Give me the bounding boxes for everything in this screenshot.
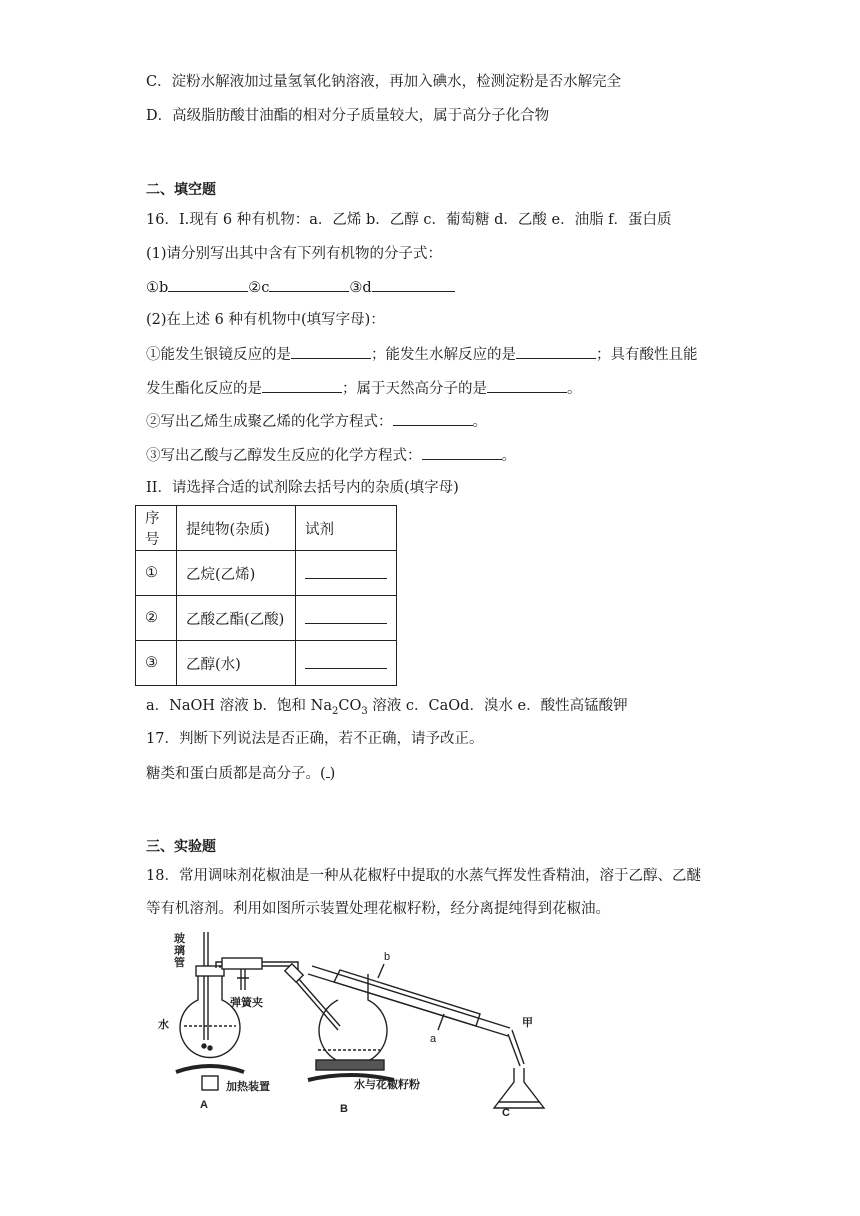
q18-line2: 等有机溶剂。利用如图所示装置处理花椒籽粉，经分离提纯得到花椒油。	[146, 901, 610, 917]
answer-blank[interactable]	[422, 445, 502, 460]
q16-part1-prompt: (1)请分别写出其中含有下列有机物的分子式：	[146, 246, 443, 262]
label-port-b: b	[384, 951, 391, 963]
table-cell-no: ①	[136, 551, 177, 596]
q16-part2-text: ②写出乙烯生成聚乙烯的化学方程式：	[146, 414, 393, 430]
formula-subscript: 3	[361, 705, 368, 717]
q16-item-d: ③d	[349, 280, 372, 296]
options-text: 溶液 c．CaOd．溴水 e．酸性高锰酸钾	[367, 698, 628, 714]
answer-blank[interactable]	[372, 277, 455, 292]
q16-part2-prompt: (2)在上述 6 种有机物中(填写字母)：	[146, 312, 385, 328]
q16-part2-text: 。	[567, 381, 582, 397]
section-heading-experiment: 三、实验题	[146, 839, 216, 855]
q16-period: 。	[501, 448, 516, 464]
q16-intro: 16．I.现有 6 种有机物：a．乙烯 b．乙醇 c．葡萄糖 d．乙酸 e．油脂 f．蛋白质	[146, 212, 672, 228]
q16-item-b: ①b	[146, 280, 169, 296]
table-cell-reagent	[296, 596, 397, 641]
distillation-apparatus-figure	[158, 930, 548, 1120]
label-port-a: a	[430, 1033, 437, 1045]
label-mixture: 水与花椒籽粉	[354, 1079, 420, 1091]
table-row	[136, 551, 397, 596]
table-cell-reagent	[296, 641, 397, 686]
q17-close-paren: )	[329, 766, 336, 782]
q16-part2-line1	[146, 344, 698, 365]
q16-part2-text: ；属于天然高分子的是	[342, 381, 487, 397]
label-water: 水	[158, 1019, 169, 1031]
q16-part2-text: ；能发生水解反应的是	[371, 347, 516, 363]
table-cell-substance: 乙酸乙酯(乙酸)	[177, 596, 296, 641]
answer-blank[interactable]	[262, 378, 342, 393]
table-cell-substance: 乙烷(乙烯)	[177, 551, 296, 596]
q16-part-ii-prompt: II．请选择合适的试剂除去括号内的杂质(填字母)	[146, 480, 459, 496]
q17-prompt: 17．判断下列说法是否正确，若不正确，请予改正。	[146, 731, 484, 747]
q17-statement	[146, 763, 335, 784]
formula-subscript: 2	[331, 705, 339, 717]
table-header: 试剂	[296, 506, 397, 551]
label-jia: 甲	[522, 1017, 533, 1029]
q17-statement-text: 糖类和蛋白质都是高分子。(	[146, 766, 326, 782]
table-cell-no: ②	[136, 596, 177, 641]
answer-blank[interactable]	[269, 277, 349, 292]
q16-item-c: ②c	[248, 280, 270, 296]
table-header: 提纯物(杂质)	[177, 506, 296, 551]
label-glass-tube: 玻	[174, 933, 185, 945]
spring-clamp	[237, 969, 249, 990]
q16-part2-text: ①能发生银镜反应的是	[146, 347, 291, 363]
q16-reagent-options	[146, 696, 628, 722]
answer-blank[interactable]	[305, 609, 387, 624]
options-text: a．NaOH 溶液 b．饱和	[146, 698, 311, 714]
label-spring-clamp: 弹簧夹	[230, 997, 263, 1009]
answer-blank[interactable]	[393, 411, 473, 426]
q16-part2-text: ③写出乙酸与乙醇发生反应的化学方程式：	[146, 448, 422, 464]
formula-na: Na	[310, 698, 332, 714]
label-apparatus-a: A	[200, 1099, 208, 1111]
answer-blank[interactable]	[168, 277, 248, 292]
q18-line1: 18．常用调味剂花椒油是一种从花椒籽中提取的水蒸气挥发性香精油，溶于乙醇、乙醚	[146, 868, 701, 884]
answer-blank[interactable]	[516, 344, 596, 359]
q16-part2-text: ；具有酸性且能	[596, 347, 698, 363]
table-header: 序号	[136, 506, 177, 551]
formula-co: CO	[338, 698, 362, 714]
answer-blank[interactable]	[291, 344, 371, 359]
table-row	[136, 641, 397, 686]
q15-option-c: C．淀粉水解液加过量氢氧化钠溶液，再加入碘水，检测淀粉是否水解完全	[146, 74, 622, 90]
reagent-table	[135, 505, 397, 686]
q16-part2-text: 发生酯化反应的是	[146, 381, 262, 397]
q16-part2-line2	[146, 378, 582, 399]
table-row	[136, 596, 397, 641]
label-glass-tube: 管	[174, 957, 185, 969]
q16-part1-items	[146, 277, 455, 298]
label-glass-tube: 璃	[174, 945, 185, 957]
table-cell-no: ③	[136, 641, 177, 686]
section-heading-fill-in: 二、填空题	[146, 182, 216, 198]
table-cell-substance: 乙醇(水)	[177, 641, 296, 686]
label-apparatus-b: B	[340, 1103, 348, 1115]
q16-period: 。	[472, 414, 487, 430]
table-cell-reagent	[296, 551, 397, 596]
q16-part2-item3	[146, 445, 516, 466]
label-heating: 加热装置	[226, 1081, 270, 1093]
answer-blank[interactable]	[487, 378, 567, 393]
flask-a	[180, 972, 240, 1057]
answer-blank[interactable]	[305, 654, 387, 669]
q15-option-d: D．高级脂肪酸甘油酯的相对分子质量较大，属于高分子化合物	[146, 108, 550, 124]
table-header-row	[136, 506, 397, 551]
answer-blank[interactable]	[305, 564, 387, 579]
label-apparatus-c: C	[502, 1107, 510, 1119]
pepper-powder	[316, 1060, 384, 1070]
q16-part2-item2	[146, 411, 487, 432]
